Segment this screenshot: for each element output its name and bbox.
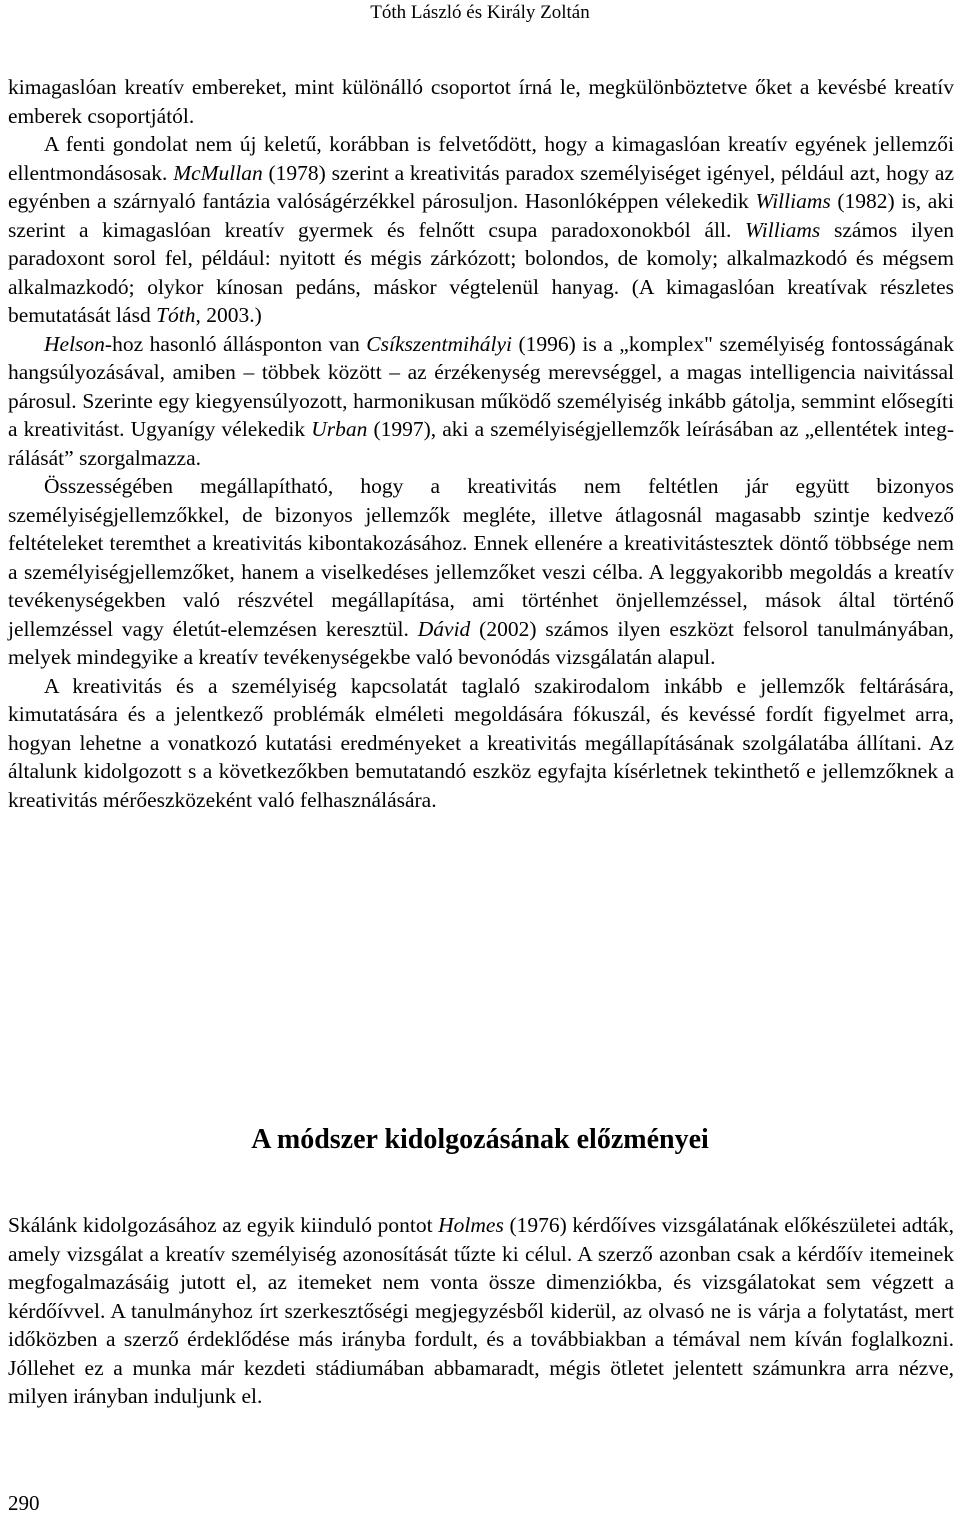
paragraph [8, 130, 954, 330]
italic-citation: Helson [44, 331, 105, 356]
paragraph [8, 330, 954, 473]
text-run: kimagaslóan kreatív embereket, mint különálló csoportot írná le, megkülönböztetve őket a kevésbé kreatív emberek csoportjától. [8, 75, 954, 128]
paragraph [8, 672, 954, 815]
text-run: , 2003.) [195, 303, 262, 327]
italic-citation: Holmes [438, 1213, 504, 1237]
italic-citation: McMullan [173, 160, 263, 185]
text-run: (2002) számos ilyen eszközt felsorol tanulmányában, melyek mindegyike a kreatív tevékenységekbe való bevonódás vizsgálatán alapul. [8, 616, 954, 669]
text-run: számos ilyen paradoxont sorol fel, például: nyitott és mégis zárkózott; bolondos, de komoly; alkalmazkodó és mégsem alkalmazkodó; olykor kínosan pedáns, máskor végtelenül hanyag. (A kimagaslóan kreatívak részletes bemutatását lásd [8, 217, 954, 327]
section-heading: A módszer kidolgozásának előzményei [251, 1124, 709, 1155]
text-run: (1976) kérdőíves vizsgálatának előkészületei adták, amely vizsgálat a kreatív személyiség azonosítását tűzte ki célul. A szerző azonban csak a kérdőív itemeinek megfogalmazásáig jutott el, az itemeket nem vonta össze dimenziókba, és vizsgálatokat sem végzett a kérdőívvel. A tanulmányhoz írt szerkesztőségi megjegyzésből kiderül, az olvasó ne is várja a folytatást, mert időközben a szerző érdeklődése más irányba fordult, és a továbbiakban a témával nem kíván foglalkozni. Jóllehet ez a munka már kezdeti stádiumában abbamaradt, mégis ötletet jelentett számunkra arra nézve, milyen irányban induljunk el. [8, 1213, 954, 1408]
italic-citation: Dávid [417, 616, 471, 641]
paragraph [8, 73, 954, 130]
text-run: Skálánk kidolgozásához az egyik kiinduló pontot [8, 1213, 439, 1237]
running-head: Tóth László és Király Zoltán [370, 2, 590, 23]
italic-citation: Urban [311, 417, 368, 441]
text-run: (1978) szerint a kreativitás paradox személyiséget igényel, például azt, hogy az egyénben a szárnyaló fantázia valóságérzékkel párosuljon. Hasonlóképpen vélekedik [8, 160, 954, 213]
italic-citation: Williams [745, 217, 821, 242]
text-run: A kreativitás és a személyiség kapcsolatát taglaló szakirodalom inkább e jellemzők feltárására, kimutatására és a jelentkező problémák elméleti megoldására fókuszál, és kevéssé fordít figyelmet arra, hogyan lehetne a vonatkozó kutatási eredményeket a kreativitás megállapításának szolgálatába állítani. Az általunk kidolgozott s a következőkben bemutatandó eszköz egyfajta kísérletnek tekinthető e jellemzőknek a kreativitás mérőeszközeként való felhasználására. [8, 673, 954, 812]
italic-citation: Tóth [156, 303, 196, 327]
text-run: A fenti gondolat nem új keletű, korábban is felvetődött, hogy a kimagaslóan kreatív egyének jellemzői ellentmondásosak. [8, 132, 954, 185]
page-number: 290 [8, 1491, 40, 1515]
paragraph [8, 472, 954, 672]
text-run: (1982) is, aki szerint a kimagaslóan kreatív gyermek és felnőtt csupa paradoxonokból áll. [8, 189, 954, 242]
text-run: Összességében megállapítható, hogy a kreativitás nem feltétlen jár együtt bizonyos személyiségjellemzőkkel, de bizonyos jellemzők megléte, illetve átlagosnál magasabb szintje kedvező feltételeket teremthet a kreativitás kibontakozásához. Ennek ellenére a kreativitástesztek döntő többsége nem a személyiségjellemzőket, hanem a viselkedéses jellemzőket veszi célba. A leggyakoribb megoldás a kreatív tevékenységekben való részvétel megállapítása, ami történhet önjellemzéssel, mások által történő jellemzéssel vagy életút-elemzésen keresztül. [8, 474, 954, 641]
text-run: (1997), aki a személyiségjellemzők leírásában az „ellentétek integrálását” szorgalmazza. [8, 417, 954, 470]
text-run: (1996) is a „komplex" személyiség fontosságának hangsúlyozásával, amiben – többek között – az érzékenység merevséggel, a magas intelligencia naivitással párosul. Szerinte egy kiegyensúlyozott, harmonikusan működő személyiség inkább gátolja, semmint elősegíti a kreativitást. Ugyanígy vélekedik [8, 331, 954, 441]
italic-citation: Csíkszentmihályi [366, 331, 512, 356]
paragraph [8, 1211, 954, 1411]
italic-citation: Williams [755, 189, 831, 213]
text-run: -hoz hasonló állásponton van [104, 331, 367, 356]
body-text-block [8, 1211, 954, 1411]
body-text-block [8, 73, 954, 814]
